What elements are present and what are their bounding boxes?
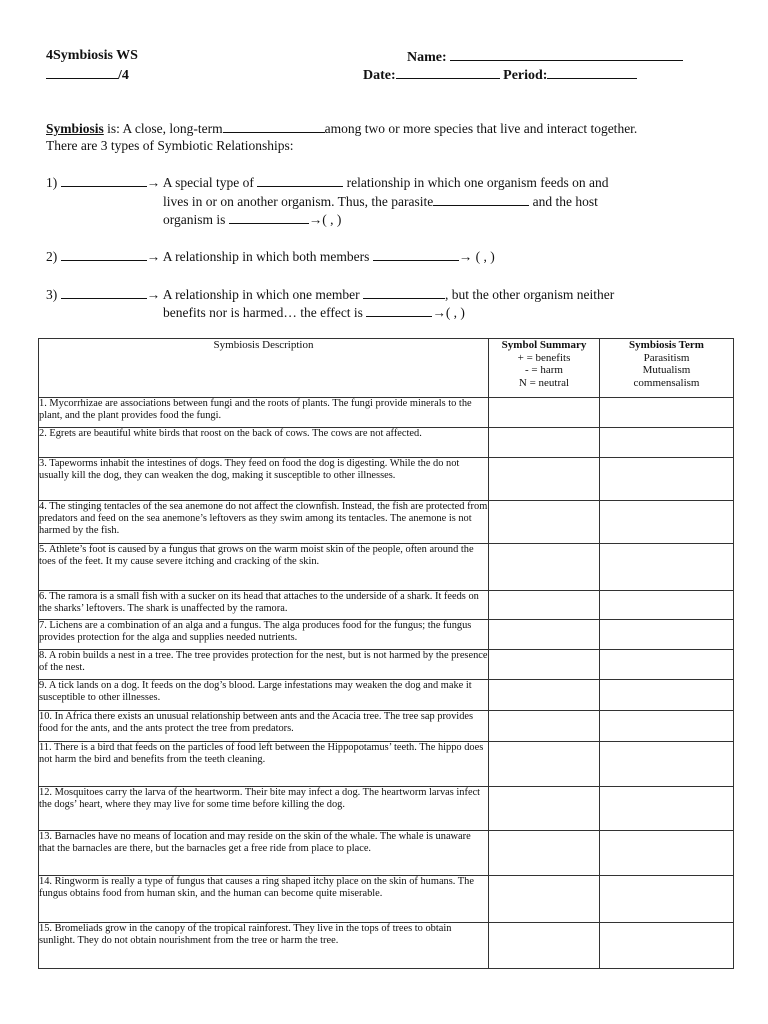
intro-text-a: is: A close, long-term bbox=[103, 121, 223, 136]
type-2-number: 2) bbox=[46, 249, 58, 264]
type-3-text-a: A relationship in which one member bbox=[162, 287, 360, 302]
table-row bbox=[39, 458, 734, 501]
term-answer-cell[interactable] bbox=[600, 923, 734, 969]
type-1-type-blank[interactable] bbox=[257, 174, 343, 187]
symbol-legend-line: - = harm bbox=[525, 364, 563, 376]
type-1-line-2-end: and the host bbox=[532, 194, 598, 209]
row-description: 2. Egrets are beautiful white birds that roost on the back of cows. The cows are not affected. bbox=[39, 428, 489, 458]
type-1-line-2-text: lives in or on another organism. Thus, the parasite bbox=[163, 194, 434, 209]
symbiosis-term-header bbox=[600, 339, 734, 398]
arrow-icon: → bbox=[146, 287, 161, 302]
symbol-legend-line: + = benefits bbox=[517, 351, 571, 364]
symbol-legend-line: N = neutral bbox=[518, 376, 570, 389]
arrow-icon: → bbox=[146, 249, 161, 264]
term-legend-line: Parasitism bbox=[643, 351, 690, 364]
type-1-text-b: relationship in which one organism feeds on and bbox=[346, 175, 609, 190]
type-3-text-b: , but the other organism neither bbox=[444, 287, 615, 302]
term-answer-cell[interactable] bbox=[600, 544, 734, 591]
table-row bbox=[39, 620, 734, 650]
arrow-icon: → bbox=[432, 305, 446, 320]
term-legend-line: Mutualism bbox=[642, 364, 691, 376]
table-row bbox=[39, 501, 734, 544]
arrow-icon: → bbox=[458, 249, 473, 264]
date-blank[interactable] bbox=[396, 66, 500, 79]
arrow-icon: → bbox=[308, 212, 323, 227]
table-row bbox=[39, 742, 734, 787]
type-1-line-3-text: organism is bbox=[163, 212, 226, 227]
row-description: 7. Lichens are a combination of an alga and a fungus. The alga produces food for the fungus; the fungus provides protection for the alga and supplies needed nutrients. bbox=[39, 620, 489, 650]
row-description: 14. Ringworm is really a type of fungus that causes a ring shaped itchy place on the skin of humans. The fungus obtains food from human skin, and the human can become quite miserable. bbox=[39, 876, 489, 923]
row-description: 6. The ramora is a small fish with a sucker on its head that attaches to the underside of a shark. It feeds on the sharks’ leftovers. The shark is unaffected by the ramora. bbox=[39, 591, 489, 620]
symbol-answer-cell[interactable] bbox=[489, 923, 600, 969]
symbol-answer-cell[interactable] bbox=[489, 650, 600, 680]
term-answer-cell[interactable] bbox=[600, 742, 734, 787]
row-description: 12. Mosquitoes carry the larva of the heartworm. Their bite may infect a dog. The heartworm larvas infect the dogs’ heart, where they may live for some time before killing the dog. bbox=[39, 787, 489, 831]
symbol-answer-cell[interactable] bbox=[489, 501, 600, 544]
symbol-answer-cell[interactable] bbox=[489, 591, 600, 620]
table-row bbox=[39, 398, 734, 428]
symbol-answer-cell[interactable] bbox=[489, 787, 600, 831]
row-description: 1. Mycorrhizae are associations between fungi and the roots of plants. The fungi provide minerals to the plant, and the plant provides food the fungi. bbox=[39, 398, 489, 428]
symbol-answer-cell[interactable] bbox=[489, 711, 600, 742]
type-1-symbol: ( , ) bbox=[322, 212, 342, 227]
type-1-name-blank[interactable] bbox=[61, 174, 147, 187]
table-row bbox=[39, 680, 734, 711]
term-legend-line: commensalism bbox=[633, 376, 700, 389]
period-blank[interactable] bbox=[547, 66, 637, 79]
term-answer-cell[interactable] bbox=[600, 591, 734, 620]
term-answer-cell[interactable] bbox=[600, 711, 734, 742]
name-label: Name: bbox=[407, 50, 447, 65]
type-2-text-a: A relationship in which both members bbox=[162, 249, 370, 264]
symbol-answer-cell[interactable] bbox=[489, 680, 600, 711]
table-row bbox=[39, 650, 734, 680]
intro-text-b: among two or more species that live and interact together. bbox=[324, 121, 638, 136]
type-3-effect-blank[interactable] bbox=[366, 304, 432, 317]
score-blank[interactable] bbox=[46, 66, 118, 79]
type-1-text-a: A special type of bbox=[162, 175, 254, 190]
table-row bbox=[39, 831, 734, 876]
symbol-answer-cell[interactable] bbox=[489, 742, 600, 787]
type-1-parasite-blank[interactable] bbox=[433, 193, 529, 206]
intro-blank[interactable] bbox=[223, 120, 325, 133]
symbiosis-table bbox=[38, 338, 734, 969]
term-answer-cell[interactable] bbox=[600, 650, 734, 680]
worksheet-title: 4Symbiosis WS bbox=[46, 48, 138, 63]
row-description: 5. Athlete’s foot is caused by a fungus that grows on the warm moist skin of the people, often around the toes of the feet. It my cause severe itching and cracking of the skin. bbox=[39, 544, 489, 591]
symbiosis-term-title: Symbiosis Term bbox=[629, 339, 704, 351]
period-label: Period: bbox=[503, 68, 548, 83]
term-answer-cell[interactable] bbox=[600, 831, 734, 876]
term-answer-cell[interactable] bbox=[600, 787, 734, 831]
symbol-answer-cell[interactable] bbox=[489, 544, 600, 591]
term-legend bbox=[600, 352, 733, 390]
type-1-line-1 bbox=[46, 174, 608, 191]
row-description: 10. In Africa there exists an unusual relationship between ants and the Acacia tree. The tree sap provides food for the ants, and the ants protect the tree from predators. bbox=[39, 711, 489, 742]
term-answer-cell[interactable] bbox=[600, 501, 734, 544]
type-1-host-blank[interactable] bbox=[229, 211, 309, 224]
name-line bbox=[407, 48, 683, 66]
row-description: 8. A robin builds a nest in a tree. The tree provides protection for the nest, but is not harmed by the presence of the nest. bbox=[39, 650, 489, 680]
type-1-line-3 bbox=[163, 211, 341, 228]
row-description: 4. The stinging tentacles of the sea anemone do not affect the clownfish. Instead, the fish are protected from predators and feed on the sea anemone’s leftovers as they swim among its tentacles. The anemone is not harmed by the fish. bbox=[39, 501, 489, 544]
row-description: 15. Bromeliads grow in the canopy of the tropical rainforest. They live in the tops of trees to obtain sunlight. They do not obtain nourishment from the tree or harm the tree. bbox=[39, 923, 489, 969]
symbol-answer-cell[interactable] bbox=[489, 876, 600, 923]
type-3-symbol: ( , ) bbox=[445, 305, 465, 320]
term-answer-cell[interactable] bbox=[600, 398, 734, 428]
score-suffix: /4 bbox=[118, 68, 129, 83]
row-description: 13. Barnacles have no means of location and may reside on the skin of the whale. The whale is unaware that the barnacles are there, but the barnacles get a free ride from place to place. bbox=[39, 831, 489, 876]
symbol-answer-cell[interactable] bbox=[489, 620, 600, 650]
arrow-icon: → bbox=[146, 175, 161, 190]
type-2-line bbox=[46, 248, 495, 265]
symbol-summary-header bbox=[489, 339, 600, 398]
row-description: 9. A tick lands on a dog. It feeds on the dog’s blood. Large infestations may weaken the dog and make it susceptible to other illnesses. bbox=[39, 680, 489, 711]
description-header: Symbiosis Description bbox=[39, 339, 489, 398]
type-3-line-2-text: benefits nor is harmed… the effect is bbox=[163, 305, 363, 320]
intro-line-2: There are 3 types of Symbiotic Relationships: bbox=[46, 138, 294, 153]
term-answer-cell[interactable] bbox=[600, 428, 734, 458]
symbol-legend bbox=[489, 352, 599, 390]
term-answer-cell[interactable] bbox=[600, 458, 734, 501]
table-row bbox=[39, 591, 734, 620]
type-3-number: 3) bbox=[46, 287, 58, 302]
row-description: 3. Tapeworms inhabit the intestines of dogs. They feed on food the dog is digesting. While the do not usually kill the dog, they can weaken the dog, making it susceptible to other illnesses. bbox=[39, 458, 489, 501]
table-row bbox=[39, 544, 734, 591]
table-row bbox=[39, 787, 734, 831]
symbol-answer-cell[interactable] bbox=[489, 398, 600, 428]
type-3-line-1 bbox=[46, 286, 614, 303]
date-period-line bbox=[363, 66, 637, 84]
type-3-name-blank[interactable] bbox=[61, 286, 147, 299]
symbiosis-term: Symbiosis bbox=[46, 121, 104, 136]
symbol-summary-title: Symbol Summary bbox=[501, 339, 587, 351]
name-blank[interactable] bbox=[450, 48, 683, 61]
type-2-effect-blank[interactable] bbox=[373, 248, 459, 261]
type-3-member-blank[interactable] bbox=[363, 286, 445, 299]
term-answer-cell[interactable] bbox=[600, 876, 734, 923]
table-row bbox=[39, 428, 734, 458]
type-2-symbol: ( , ) bbox=[475, 249, 495, 264]
term-answer-cell[interactable] bbox=[600, 620, 734, 650]
table-row bbox=[39, 876, 734, 923]
symbol-answer-cell[interactable] bbox=[489, 458, 600, 501]
type-2-name-blank[interactable] bbox=[61, 248, 147, 261]
type-1-line-2 bbox=[163, 193, 598, 210]
term-answer-cell[interactable] bbox=[600, 680, 734, 711]
type-1-number: 1) bbox=[46, 175, 58, 190]
table-row bbox=[39, 923, 734, 969]
table-row bbox=[39, 711, 734, 742]
row-description: 11. There is a bird that feeds on the particles of food left between the Hippopotamus’ teeth. The hippo does not harm the bird and benefits from the teeth cleaning. bbox=[39, 742, 489, 787]
table-header-row bbox=[39, 339, 734, 398]
symbol-answer-cell[interactable] bbox=[489, 831, 600, 876]
date-label: Date: bbox=[363, 68, 396, 83]
symbol-answer-cell[interactable] bbox=[489, 428, 600, 458]
intro-line-1 bbox=[46, 120, 637, 137]
type-3-line-2 bbox=[163, 304, 465, 321]
score-line bbox=[46, 66, 129, 84]
